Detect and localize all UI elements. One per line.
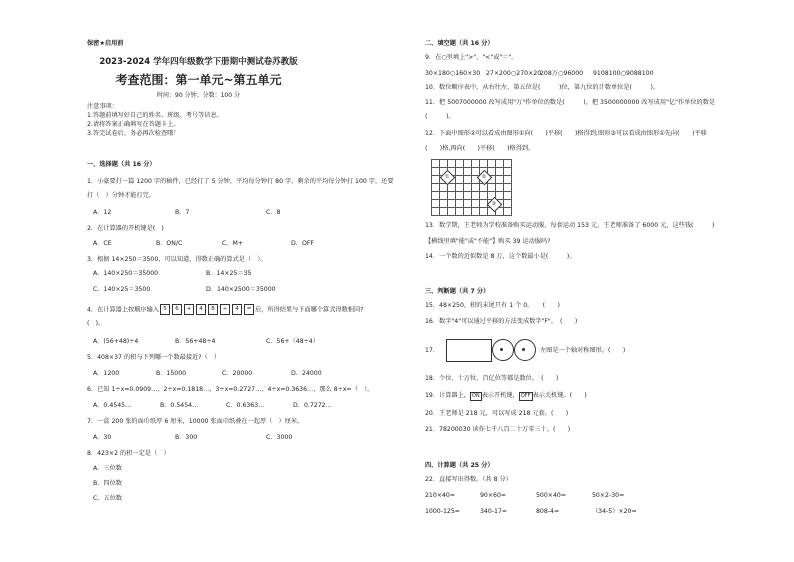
option: C．56+（48÷4） [266,338,319,345]
section-heading: 三、判断题（共 7 分） [425,288,490,295]
option: B．四位数 [93,480,122,487]
option: A．1200 [93,370,120,377]
question-text: 14．一个数的近似数是 8 万，这个数最小是( )。 [425,253,576,260]
option: B．ON/C [156,240,183,247]
question-text: 9．在○里填上">"、"<"或"＝"。 [425,54,518,61]
question-text: 13．数学期，王老师为学校准备购买运动服，每套运动 153 元，王老师准备了 6000 元，这些钱( ) [425,222,715,229]
on-key: ON [472,393,480,399]
calc-key: 6 [172,304,182,315]
note-item: 2.请将答案正确填写在答题卡上。 [87,121,180,128]
circle-shape [514,339,536,361]
question-text: 16．数字"4"可以通过平移的方法变成数字"F"。 ( ) [425,318,578,325]
option: B．15000 [156,370,187,377]
option: B．56+48÷4 [175,338,216,345]
calc-key: = [244,304,254,315]
option: B．7 [175,209,190,216]
option: B．300 [175,434,198,441]
option: A．三位数 [93,465,122,472]
option: A．12 [93,209,112,216]
question-text: 12．下面中图形②可以看成由图形①向( )平移( )格得到;图形③可以看成由图形①先向( )平移 [425,130,707,137]
option: A．30 [93,434,112,441]
option: B．14×25＝35 [206,270,252,277]
calc-key: 4 [232,304,242,315]
calc-item: 210×40= [425,492,456,499]
option: D．140×2500＝35000 [206,286,276,293]
calc-item: （34-5）×20= [592,508,637,515]
question-text [425,392,587,401]
question-text: 15．48×250，积的末尾只有 1 个 0。 ( ) [425,302,560,309]
option: B．0.5454… [160,402,199,409]
circle-center [500,348,503,351]
compare-item: 208万○96000 [540,70,584,77]
option: D．0.7272… [293,402,332,409]
question-text: ( )。 [87,320,105,327]
secret-label: 保密★启用前 [87,40,124,47]
question-text: 10．数位顺序表中，从右往左，第五位是( )位，第九位的计数单位是( )。 [425,84,660,91]
section-heading: 一、选择题（共 16 分） [87,161,156,168]
calc-item: 808-4= [536,508,560,515]
question-text: 18．个位、十万位、百亿位等都是数位。 ( ) [425,375,559,382]
question-text [87,304,363,315]
option: A．0.4545… [93,402,132,409]
compare-item: 9108100○9088100 [593,70,654,77]
option: A．140×250＝35000 [93,270,159,277]
question-text: 2．在计算器的开机键是( ) [87,225,164,232]
question-text: 7．一盒 200 张的面巾纸厚 6 厘米，10000 张面巾纸叠在一起厚（ ）厘米。 [87,418,304,425]
calc-item: 1000-125= [425,508,460,515]
question-text: 8．423×2 的积一定是（ ） [87,450,170,457]
note-item: 1.答题前填写好自己的姓名、班级、考号等信息。 [87,112,223,119]
option: D．OFF [291,240,314,247]
question-text: 3．根据 14×250＝3500，可以知道，得数正确的算式是（ ）。 [87,256,267,263]
shape-number: ① [444,174,450,180]
question-text: 1．小豪要打一篇 1200 字的稿件，已经打了 5 分钟，平均每分钟打 80 字，剩余的平均每分钟打 100 字，还要 [87,178,394,185]
question-text: 后，所得结果与下面哪个算式得数相同? [255,306,364,314]
question-text: ( )格,再向( )平移( )格得到。 [425,145,535,152]
compare-item: 27×200○270×20 [486,70,542,77]
question-text: 6．已知 1÷x=0.0909…，2÷x=0.1818…，3÷x=0.2727…，4÷x=0.3636…，那么 8÷x=（ ）。 [87,386,374,393]
exam-meta: 时间：90 分钟；分数：100 分 [157,92,240,99]
calc-key: 4 [196,304,206,315]
calc-item: 500×40= [536,492,567,499]
rectangle-shape [446,339,492,362]
option: C．8 [266,209,281,216]
option: C．140×25＝3500 [93,286,151,293]
exam-title: 2023-2024 学年四年级数学下册期中测试卷苏教版 [99,57,298,67]
circle-shape [492,339,514,361]
calc-key: 8 [208,304,218,315]
question-text: 11．把 5007000000 改写成用"万"作单位的数是( )，把 3500000000 改写成用"亿"作单位的数是 [425,99,716,106]
question-text: 表示开机键， [481,392,519,399]
question-text: 5．408×37 的积与下列哪一个数最接近?（ ） [87,354,221,361]
shape-number: ③ [491,201,497,207]
question-text: ( )。 [425,113,455,120]
shape-number: ② [481,174,487,180]
calc-item: 50×2-30= [592,492,625,499]
note-item: 3.答完试卷后，务必再次检查哦！ [87,130,180,137]
question-text: 【横线里填"能"或"不能"】购买 39 运动服吗? [425,238,551,245]
question-text: 表示关机键。( ) [532,392,587,399]
option: C．3000 [266,434,293,441]
question-text: 4．在计算器上按顺序输入 [87,306,159,314]
section-heading: 四、计算题（共 25 分） [425,462,494,469]
question-text: 21．78200030 读作七千八百二十万零三十。( ) [425,426,571,433]
circle-center [522,348,525,351]
question-text: 左图是一个轴对称图形。( ) [540,347,626,354]
calc-key: ÷ [220,304,230,315]
question-text: 22．直接写出得数。（共 8 分） [425,476,512,483]
question-text: 20．王老师是 218 元，可以写成 218 元套。( ) [425,410,569,417]
option: C．20000 [222,370,253,377]
translation-grid [431,159,512,216]
question-text: 19．计算器上， [425,392,470,399]
notes-heading: 注意事项： [87,103,118,110]
calc-item: 90×60= [480,492,507,499]
question-number: 17． [425,347,440,354]
calc-key: + [184,304,194,315]
option: C．五位数 [93,495,123,502]
section-heading: 二、填空题（共 16 分） [425,40,494,47]
calc-key: 5 [160,304,170,315]
option: D．24000 [291,370,322,377]
compare-item: 30×180○160×30 [425,70,481,77]
question-text: 打（ ）分钟才能打完。 [87,192,156,199]
off-key: OFF [520,393,531,399]
option: A．(56+48)÷4 [93,338,139,345]
option: C．0.6363… [226,402,265,409]
option: C．M+ [222,240,244,247]
option: A．CE [93,240,112,247]
exam-scope: 考查范围：第一单元~第五单元 [115,73,282,87]
calc-item: 340-17= [480,508,508,515]
